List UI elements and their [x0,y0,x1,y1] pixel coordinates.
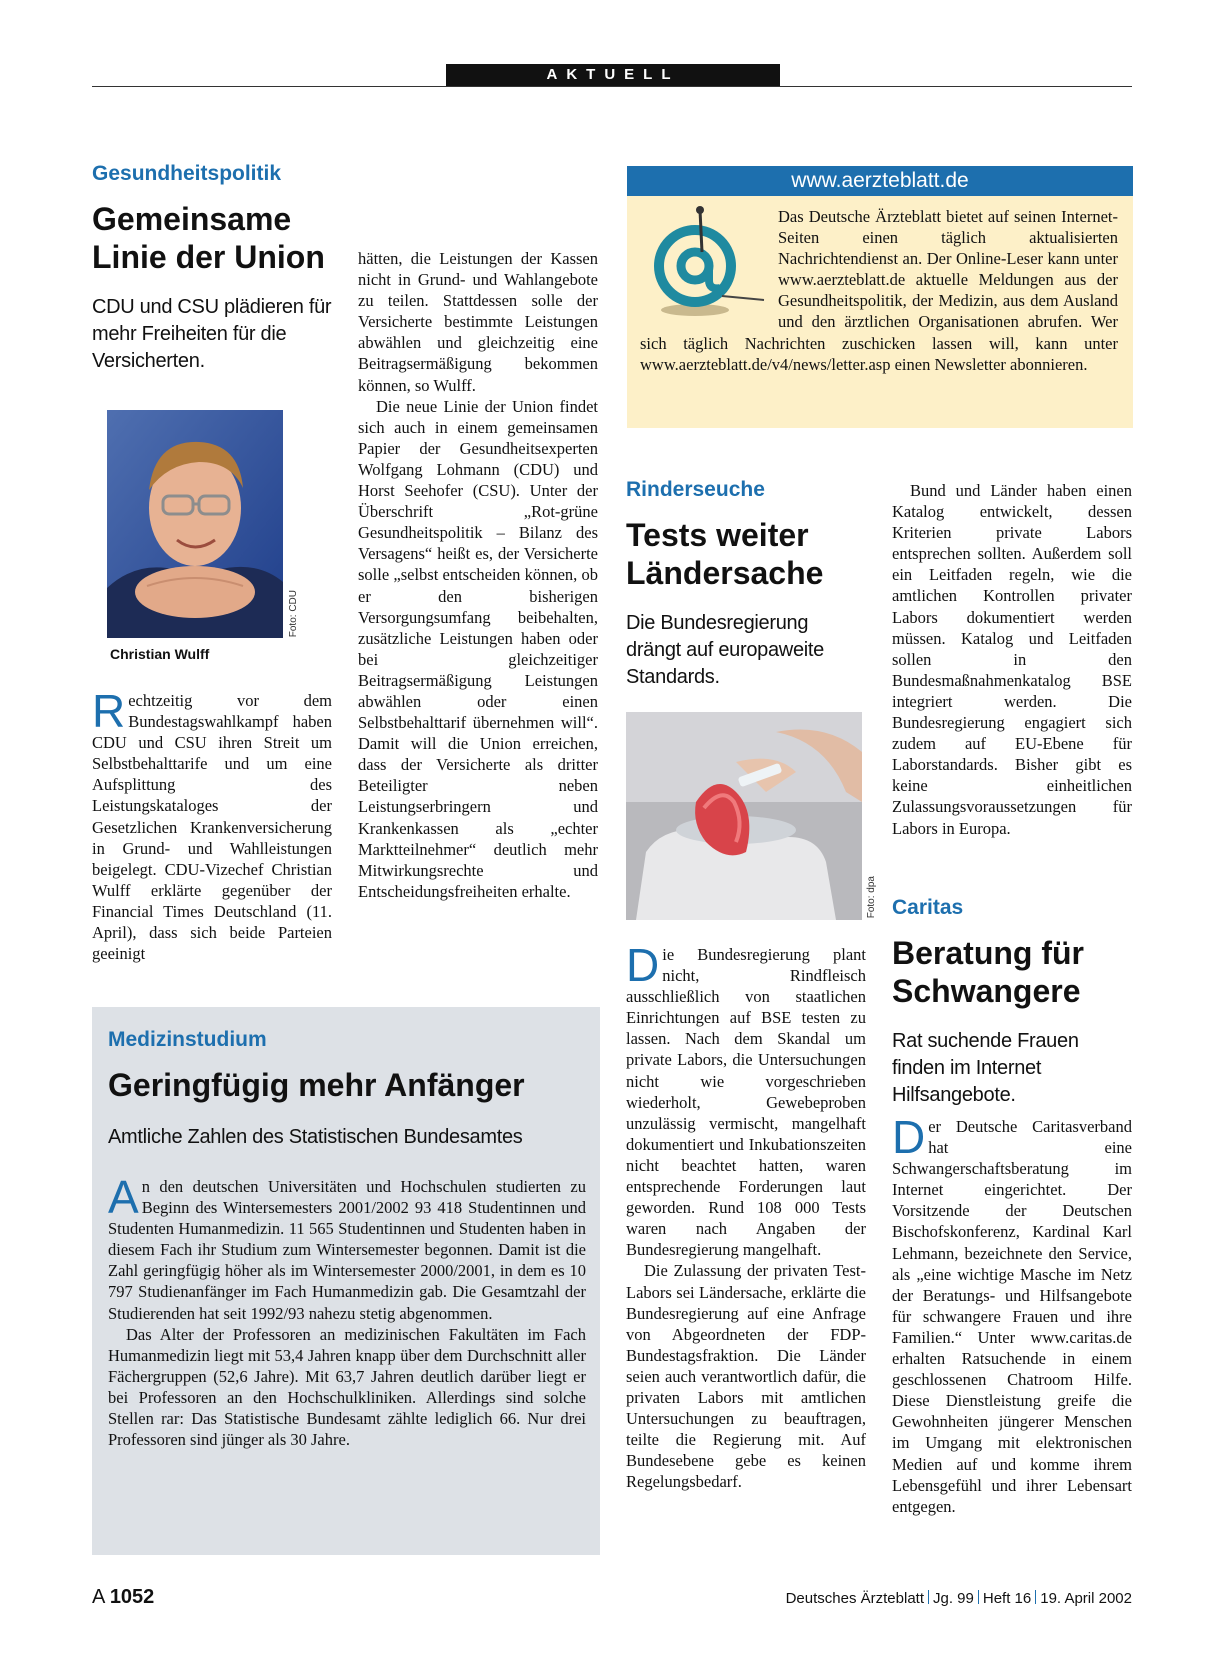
article3-headline-line1: Beratung für [892,935,1084,971]
article1-column2 [358,248,598,902]
article2-headline [626,516,876,592]
header-rule [92,86,1132,87]
portrait-image [107,410,283,638]
article3-kicker: Caritas [892,896,964,919]
webbox-body [640,206,1118,375]
article4-headline: Geringfügig mehr Anfänger [108,1067,525,1103]
article2-kicker: Rinderseuche [626,478,765,501]
article1-kicker: Gesundheitspolitik [92,162,282,185]
article4-dropcap: A [108,1171,139,1223]
lab-photo-credit: Foto: dpa [866,876,877,919]
article4-paragraph1: n den deutschen Universitäten und Hochschulen studierten zu Beginn des Wintersemesters 2001/2002 93 418 Studentinnen und Studenten Humanmedizin. 11 565 Studentinnen und Studenten haben in diesem Fach ihr Studium zum Wintersemester begonnen. Damit ist die Zahl geringfügig höher als im Wintersemester 2000/2001, in dem es 10 797 Studienanfänger im Fach Humanmedizin gab. Die Gesamtzahl der Studierenden hat seit 1992/93 nahezu stetig abgenommen. [108,1177,586,1323]
article2-headline-line1: Tests weiter [626,517,809,553]
article1-col2-paragraph1: hätten, die Leistungen der Kassen nicht in Grund- und Wahlangebote zu teilen. Stattdessen solle der Versicherte bestimmte Leistungen abwählen und gleichzeitig eine Beitragsermäßigung bekommen können, so Wulff. [358,249,598,395]
footer-divider [928,1590,929,1604]
article1-headline [92,200,352,276]
article2-headline-line2: Ländersache [626,555,824,591]
article4-paragraph2: Das Alter der Professoren an medizinischen Fakultäten im Fach Humanmedizin liegt mit 53,4 Jahren knapp über dem Durchschnitt aller Fächergruppen (52,6 Jahre). Mit 63,7 Jahren deutlich darüber liegt er bei Professoren an den Hochschulkliniken. Allerdings sind solche Stellen rar: Das Statistische Bundesamt zählte lediglich 66. Nur drei Professoren sind jünger als 30 Jahre. [108,1324,586,1450]
article2-col1-paragraph2: Die Zulassung der privaten Test-Labors sei Ländersache, erklärte die Bundesregierung auf eine Anfrage von Abgeordneten der FDP-Bundestagsfraktion. Die Länder seien auch verantwortlich dafür, die privaten Labors mit amtlichen Untersuchungen zu beauftragen, teilte die Regierung mit. Auf Bundesebene gebe es keinen Regelungsbedarf. [626,1261,866,1492]
article1-column1 [92,685,332,964]
article3-text: er Deutsche Caritasverband hat eine Schwangerschaftsberatung im Internet eingerichtet. Der Vorsitzende der Deutschen Bischofskonferenz, Kardinal Karl Lehmann, bezeichnete den Service, als „eine wichtige Masche im Netz der Beratungs- und Hilfsangebote für schwangere Frauen und ihre Familien.“ Unter www.caritas.de erhalten Ratsuchende in einem geschlossenen Chatroom Hilfe. Diese Dienstleistung greife die Gewohnheiten jüngerer Menschen im Umgang mit elektronischen Medien auf und komme ihrem Lebensgefühl und ihrer Lebensart entgegen. [892,1117,1132,1516]
lab-photo [626,712,862,920]
page-number [92,1586,154,1609]
article2-deck: Die Bundesregierung drängt auf europaweite Standards. [626,612,824,688]
article2-col2-paragraph1: Bund und Länder haben einen Katalog entwickelt, dessen Kriterien private Labors entsprechen sollten. Außerdem soll ein Leitfaden regeln, wie die amtlichen Kontrollen privater Labors dokumentiert werden müssen. Katalog und Leitfaden sollen in den Bundesmaßnahmenkatalog BSE integriert werden. Die Bundesregierung engagiert sich zudem auf EU-Ebene für Laborstandards. Bisher gibt es keine einheitlichen Zulassungsvoraussetzungen für Labors in Europa. [892,481,1132,838]
article3-headline-line2: Schwangere [892,973,1081,1009]
journal-volume: Jg. 99 [933,1590,974,1607]
portrait-caption: Christian Wulff [110,646,210,662]
article2-column2 [892,480,1132,839]
section-label: AKTUELL [446,64,780,86]
journal-issue: Heft 16 [982,1590,1032,1607]
footer-divider [1035,1590,1036,1604]
article4-deck: Amtliche Zahlen des Statistischen Bundesamtes [108,1126,523,1148]
article2-dropcap: D [626,939,660,991]
article1-headline-line1: Gemeinsame [92,201,292,237]
page-number-value: 1052 [109,1586,155,1608]
portrait-photo [107,410,283,638]
article1-headline-line2: Linie der Union [92,239,325,275]
webbox-text: Das Deutsche Ärzteblatt bietet auf seinen Internet-Seiten einen täglich aktualisierten Nachrichtendienst an. Der Online-Leser kann unter www.aerzteblatt.de aktuelle Meldungen aus der Gesundheitspolitik, der Medizin, aus dem Ausland und den ärztlichen Organisationen abrufen. Wer sich täglich Nachrichten zuschicken lassen will, kann unter www.aerzteblatt.de/v4/news/letter.asp einen Newsletter abonnieren. [640,207,1118,374]
webbox-title: www.aerzteblatt.de [627,166,1133,196]
portrait-credit: Foto: CDU [288,590,299,638]
article1-dropcap: R [92,685,126,737]
article1-col2-paragraph2: Die neue Linie der Union findet sich auch in einem gemeinsamen Papier der Gesundheitsexperten Wolfgang Lohmann (CDU) und Horst Seehofer (CSU). Unter der Überschrift „Rot-grüne Gesundheitspolitik – Bilanz des Versagens“ heißt es, der Versicherte solle „selbst entscheiden können, ob er den bisherigen Versorgungsumfang beibehalten, zusätzliche Leistungen haben oder bei gleichzeitiger Beitragsermäßigung Leistungen abwählen oder einen Selbstbehalttarif übernehmen will“. Damit will die Union erreichen, dass der Versicherte als dritter Beteiligter neben Leistungserbringern und Krankenkassen als „echter Marktteilnehmer“ deutlich mehr Mitwirkungsrechte und Entscheidungsfreiheiten erhalte. [358,396,598,901]
journal-date: 19. April 2002 [1040,1590,1132,1607]
article3-dropcap: D [892,1111,926,1163]
journal-name: Deutsches Ärzteblatt [785,1590,924,1607]
at-sign-icon [640,206,772,322]
lab-image [626,712,862,920]
article3-deck: Rat suchende Frauen finden im Internet Hilfsangebote. [892,1030,1079,1106]
footer-divider [978,1590,979,1604]
article2-column1 [626,939,866,1492]
article4-body [108,1171,586,1450]
article1-col1-text: echtzeitig vor dem Bundestagswahlkampf haben CDU und CSU ihren Streit um Selbstbehalttarife und um eine Aufsplittung des Leistungskataloges der Gesetzlichen Krankenversicherung in Grund- und Wahlleistungen beigelegt. CDU-Vizechef Christian Wulff erklärte gegenüber der Financial Times Deutschland (11. April), dass sich beide Parteien geeinigt [92,691,332,964]
article1-deck: CDU und CSU plädieren für mehr Freiheiten für die Versicherten. [92,296,332,372]
page-prefix: A [92,1586,105,1608]
article4-kicker: Medizinstudium [108,1028,267,1051]
article3-column [892,1111,1132,1517]
article3-headline [892,934,1142,1010]
article2-col1-paragraph1: ie Bundesregierung plant nicht, Rindfleisch ausschließlich von staatlichen Einrichtungen auf BSE testen zu lassen. Nach dem Skandal um private Labors, die Untersuchungen nicht wie vorgeschrieben wiederholt, Gewebeproben unzulässig vermischt, mangelhaft dokumentiert und Inkubationszeiten nicht beachtet hatten, waren entsprechende Forderungen laut geworden. Rund 108 000 Tests waren nach Angaben der Bundesregierung mangelhaft. [626,945,866,1260]
journal-footer [786,1590,1132,1607]
